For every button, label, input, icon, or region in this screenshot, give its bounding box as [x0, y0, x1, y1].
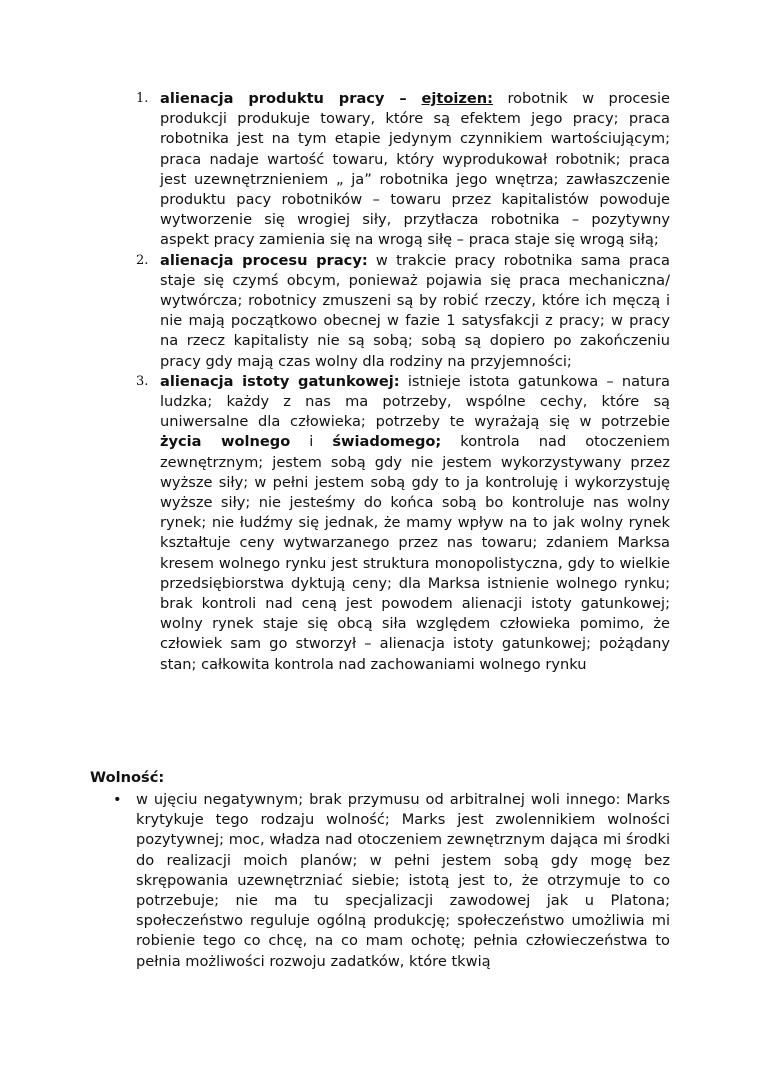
list-item — [136, 251, 670, 372]
item-term: ejtoizen: — [421, 90, 494, 107]
item-bold-phrase: świadomego; — [332, 433, 442, 451]
list-item — [112, 790, 670, 972]
item-title: alienacja procesu pracy: — [160, 251, 368, 269]
bullet-icon: • — [113, 791, 122, 808]
item-text: istnieje istota gatunkowa – natura ludzka; każdy z nas ma potrzeby, wspólne cechy, które są uniwersalne dla człowieka; potrzeby te wyrażają się w potrzebie — [160, 372, 670, 431]
list-number: 2. — [136, 252, 149, 268]
item-title: alienacja produktu pracy – — [160, 90, 422, 107]
item-title: alienacja istoty gatunkowej: — [160, 372, 400, 390]
item-text: robotnik w procesie produkcji produkuje towary, które są efektem jego pracy; praca robotnika jest na tym etapie jedynym czynnikiem wartościującym; praca nadaje wartość towaru, który wyprodukował robotnik; praca jest uzewnętrznieniem „ ja” robotnika jego wnętrza; zawłaszczenie produktu pacy robotników – towaru przez kapitalistów powoduje wytworzenie się wrogiej siły, przytłacza robotnika – pozytywny aspekt pracy zamienia się na wrogą siłę – praca staje się wrogą siłą; — [160, 90, 671, 249]
bullet-text: w ujęciu negatywnym; brak przymusu od arbitralnej woli innego: Marks krytykuje tego rodzaju wolność; Marks jest zwolennikiem wolności pozytywnej; moc, władza nad otoczeniem zewnętrznym dająca mi środki do realizacji moich planów; w pełni jestem sobą gdy mogę bez skrępowania uzewnętrzniać siebie; istotą jest to, że otrzymuje to co potrzebuje; nie ma tu specjalizacji zawodowej jak u Platona; społeczeństwo reguluje ogólną produkcję; społeczeństwo umożliwia mi robienie tego co chcę, na co mam ochotę; pełnia człowieczeństwa to pełnia możliwości rozwoju zadatków, które tkwią — [136, 791, 670, 970]
list-item — [136, 89, 670, 251]
item-text: kontrola nad otoczeniem zewnętrznym; jestem sobą gdy nie jestem wykorzystywany przez wyższe siły; w pełni jestem sobą gdy to ja kontroluję i wykorzystuję wyższe siły; nie jesteśmy do końca sobą bo kontroluje nas wolny rynek; nie łudźmy się jednak, że mamy wpływ na to jak wolny rynek kształtuje ceny wytwarzanego przez nas towaru; zdaniem Marksa kresem wolnego rynku jest struktura monopolistyczna, gdy to wielkie przedsiębiorstwa dyktują ceny; dla Marksa istnienie wolnego rynku; brak kontroli nad ceną jest powodem alienacji istoty gatunkowej; wolny rynek staje się obcą siła względem człowieka pomimo, że człowiek sam go stworzył – alienacja istoty gatunkowej; pożądany stan; całkowita kontrola nad zachowaniami wolnego rynku — [160, 433, 670, 673]
item-text: i — [290, 433, 333, 451]
list-number: 1. — [136, 91, 149, 106]
numbered-list — [136, 89, 670, 675]
item-text: w trakcie pracy robotnika sama praca staje się czymś obcym, ponieważ pojawia się praca mechaniczna/ wytwórcza; robotnicy zmuszeni są by robić rzeczy, które ich męczą i nie mają początkowo obecnej w fazie 1 satysfakcji z pracy; w pracy na rzecz kapitalisty nie są sobą; sobą są dopiero po zakończeniu pracy gdy mają czas wolny dla rodziny na przyjemności; — [160, 251, 671, 370]
bullet-list — [112, 790, 670, 972]
list-item — [136, 372, 670, 675]
section-heading: Wolność: — [90, 769, 165, 786]
item-bold-phrase: życia wolnego — [160, 433, 291, 451]
list-number: 3. — [136, 373, 149, 389]
